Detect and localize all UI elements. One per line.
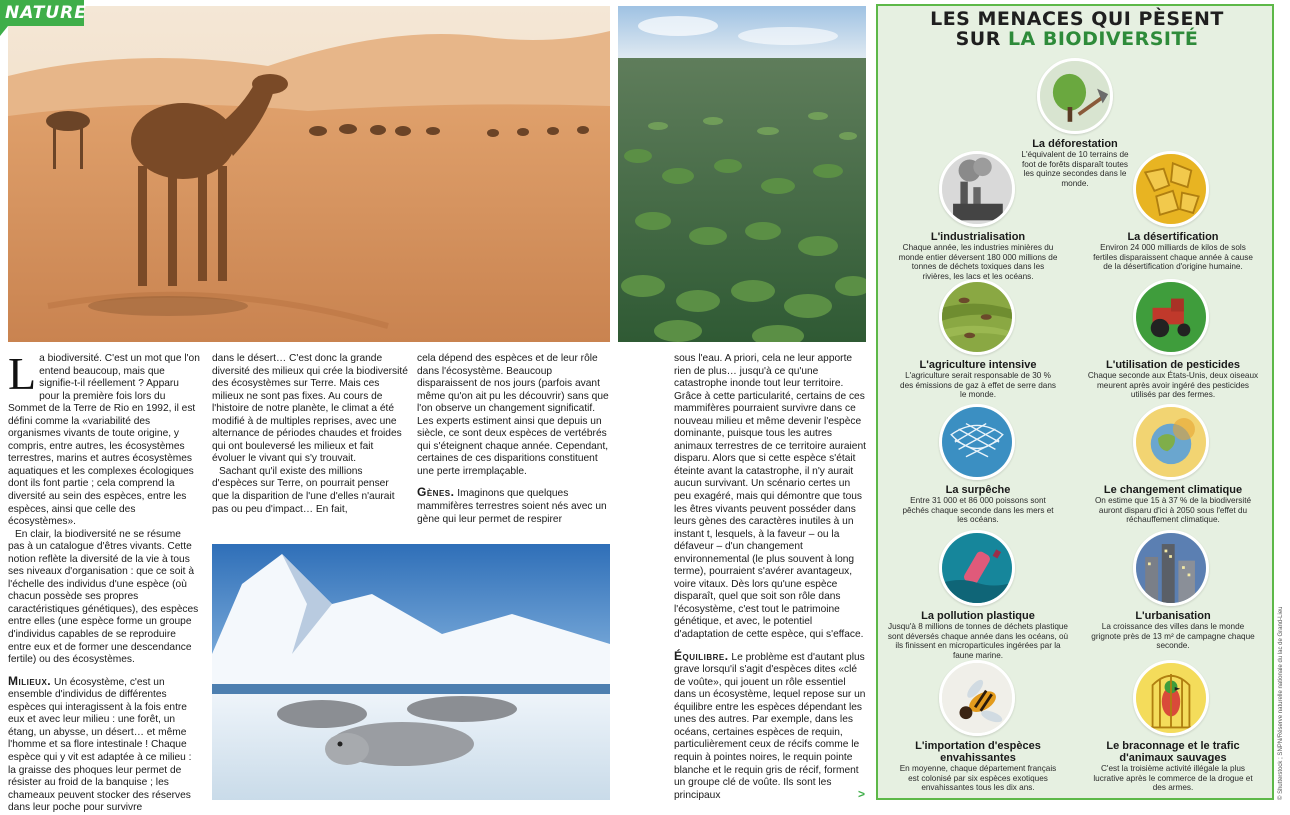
threat-pesticides [1086, 359, 1260, 400]
threat-title: La surpêche [945, 484, 1011, 496]
planet-climate-icon [1133, 404, 1209, 480]
article-paragraph: Milieux. Un écosystème, c'est un ensemble d'individus de différentes espèces qui interagissent à la fois entre eux et avec leur milieu : une forêt, un étang, un abysse, un désert… et même l'homme et sa flore intestinale ! Chaque espèce qui y vit est adaptée à ce milieu : la graisse des phoques leur permet de résister au froid de la banquise ; les chameaux peuvent stocker des réserves dans leur poche pour survivre [8, 673, 192, 814]
article-paragraph: La biodiversité. C'est un mot que l'on entend beaucoup, mais que signifie-t-il réellement ? Apparu pour la première fois lors du Sommet de la Terre de Rio en 1992, il est défini comme la «variabilité des organismes vivants de toute origine, y compris, entre autres, les écosystèmes terrestres, marins et autres écosystèmes aquatiques et les complexes écologiques dont ils font partie ; cela comprend la diversité au sein des espèces, entre les espèces, ainsi que celle des écosystèmes». [8, 348, 200, 528]
threat-description: On estime que 15 à 37 % de la biodiversité auront disparu d'ici à 2050 sous l'effet du réchauffement climatique. [1094, 496, 1252, 525]
article-paragraph: En clair, la biodiversité ne se résume pas à un catalogue d'êtres vivants. Cette notion reflète la diversité de la vie à tous ses niveaux d'organisation : que ce soit à l'échelle des individus d'une espèce (où chacun possède ses propres caractéristiques génétiques), des espèces entre elles (une espèce forme un groupe d'individus capables de se reproduire entre eux et de former une descendance fertile) ou des écosystèmes. [8, 528, 199, 666]
axe-tree-icon [1037, 58, 1113, 134]
tractor-icon [1133, 279, 1209, 355]
photo-credit: © Shutterstock ; SNPN/Réserve naturelle nationale du lac de Grand-Lieu [1278, 606, 1284, 800]
desert-camels-photo [8, 6, 610, 342]
threat-description: L'agriculture serait responsable de 30 % des émissions de gaz à effet de serre dans le monde. [900, 371, 1056, 400]
factory-smoke-icon [939, 151, 1015, 227]
next-page-arrow[interactable]: > [858, 787, 866, 801]
threat-description: C'est la troisième activité illégale la plus lucrative après le commerce de la drogue et des armes. [1093, 764, 1253, 793]
threat-description: Jusqu'à 8 millions de tonnes de déchets plastique sont déversés chaque année dans les océans, où ils finissent en microparticules ingérées par la faune marine. [887, 622, 1069, 660]
article-paragraph: sous l'eau. A priori, cela ne leur apporte rien de plus… jusqu'à ce qu'une catastrophe inonde tout leur territoire. Grâce à cette particularité, certains de ces mammifères pourraient survivre dans ce nouveau milieu et même devenir l'espèce dominante, puisque tous les autres animaux terrestres de ce territoire auraient disparu. Alors que si cette espèce s'était éteinte avant la catastrophe, il n'y aurait aucun survivant. Un scénario certes un peu exagéré, mais qui démontre que tous les êtres vivants peuvent posséder dans leurs gènes des caractères inutiles à un instant t, lesquels, à la faveur – ou la défaveur – d'un changement environnemental (le plus souvent à long terme), pourraient s'avérer avantageux, voire vitaux. Dès lors qu'une espèce disparaît, quel que soit son rôle dans l'écosystème, c'est tout le patrimoine génétique, et avec, le potentiel d'adaptation de cette espèce, qui s'efface. [674, 353, 866, 641]
subheading-equilibre: Équilibre. [674, 648, 729, 663]
cattle-field-icon [939, 279, 1015, 355]
threat-title: L'industrialisation [930, 231, 1026, 243]
water-lily-lake-photo [618, 6, 866, 342]
fishing-net-icon [939, 404, 1015, 480]
threat-plastic-pollution [886, 610, 1070, 660]
plastic-bottle-icon [939, 530, 1015, 606]
threat-title: L'importation d'espèces envahissantes [915, 740, 1041, 764]
article-column-2 [212, 353, 408, 516]
panel-title-line-2: SUR LA BIODIVERSITÉ [955, 28, 1199, 50]
article-paragraph: Équilibre. Le problème est d'autant plus grave lorsqu'il s'agit d'espèces dites «clé de voûte», qui jouent un rôle essentiel dans un écosystème, lequel repose sur un équilibre entre les espèces dépendant les unes des autres. Par exemple, dans les océans, certaines espèces de requin, particulièrement ceux de récifs comme le requin à pointes noires, le requin pointe blanche et le requin gris de récif, forment un groupe clé de voûte. Ils sont les principaux [674, 648, 866, 801]
subheading-milieux: Milieux. [8, 673, 52, 688]
threat-title: La déforestation [1032, 138, 1118, 150]
threat-invasive-species [898, 740, 1058, 793]
city-buildings-icon [1133, 530, 1209, 606]
section-tag-corner [0, 26, 8, 36]
article-paragraph: Sachant qu'il existe des millions d'espèces sur Terre, on pourrait penser que la disparition de l'une d'elles n'aurait pas ou peu d'impact… En fait, [212, 465, 395, 515]
article-column-4 [674, 353, 868, 802]
threat-title: L'utilisation de pesticides [1105, 359, 1241, 371]
article-column-1 [8, 348, 200, 815]
threat-description: En moyenne, chaque département français est colonisé par six espèces exotiques envahissantes tous les dix ans. [899, 764, 1057, 793]
threat-desertification [1093, 231, 1253, 272]
threat-title: La pollution plastique [921, 610, 1035, 622]
threat-description: Chaque seconde aux États-Unis, deux oiseaux meurent après avoir ingéré des pesticides utilisés par des fermes. [1087, 371, 1259, 400]
threat-title: Le braconnage et le trafic d'animaux sauvages [1106, 740, 1240, 764]
threat-overfishing [898, 484, 1058, 525]
threat-title: L'urbanisation [1135, 610, 1211, 622]
article-column-3 [417, 353, 611, 526]
threat-climate-change [1086, 484, 1260, 525]
threat-title: Le changement climatique [1103, 484, 1243, 496]
threat-description: L'équivalent de 10 terrains de foot de forêts disparaît toutes les quinze secondes dans le monde. [1021, 150, 1129, 188]
cracked-earth-icon [1133, 151, 1209, 227]
threat-description: Entre 31 000 et 86 000 poissons sont pêchés chaque seconde dans les mers et les océans. [902, 496, 1054, 525]
article-paragraph: dans le désert… C'est donc la grande diversité des milieux qui crée la biodiversité des écosystèmes sur Terre. Mais ces milieux ne sont pas fixes. Au cours de l'histoire de notre planète, le climat a été modifié à de multiples reprises, avec une alternance de périodes chaudes et froides qui ont bouleversé les milieux et fait évoluer le vivant qui s'y trouvait. [212, 353, 408, 465]
threats-panel [876, 4, 1274, 800]
article-paragraph: Gènes. Imaginons que quelques mammifères terrestres soient nés avec un gène qui leur permet de respirer [417, 485, 607, 525]
threat-title: La désertification [1127, 231, 1219, 243]
article-paragraph: cela dépend des espèces et de leur rôle dans l'écosystème. Beaucoup disparaissent de nos jours (parfois avant même qu'on ait pu les découvrir) sans que l'on observe un changement significatif. Les experts estiment ainsi que depuis un siècle, ce sont deux espèces de vertébrés qui s'éteignent chaque année. Cependant, certaines de ces disparitions constituent une perte irremplaçable. [417, 353, 609, 477]
caged-parrot-icon [1133, 660, 1209, 736]
threat-title: L'agriculture intensive [919, 359, 1037, 371]
hornet-icon [939, 660, 1015, 736]
threat-urbanisation [1086, 610, 1260, 651]
section-tag: NATURE [0, 0, 84, 26]
panel-title-line-1: LES MENACES QUI PÈSENT [930, 8, 1224, 30]
seals-ice-photo [212, 544, 610, 800]
dropcap: L [8, 348, 37, 399]
threat-deforestation [1018, 138, 1132, 188]
threat-industrialisation [898, 231, 1058, 281]
threat-description: Chaque année, les industries minières du monde entier déversent 180 000 millions de tonnes de déchets toxiques dans les rivières, les lacs et les océans. [898, 243, 1058, 281]
subheading-genes: Gènes. [417, 485, 455, 500]
threat-poaching [1086, 740, 1260, 793]
threat-description: Environ 24 000 milliards de kilos de sols fertiles disparaissent chaque année à cause de la désertification d'origine humaine. [1093, 243, 1253, 272]
threat-intensive-agriculture [898, 359, 1058, 400]
threat-description: La croissance des villes dans le monde grignote près de 13 m² de campagne chaque seconde. [1091, 622, 1255, 651]
